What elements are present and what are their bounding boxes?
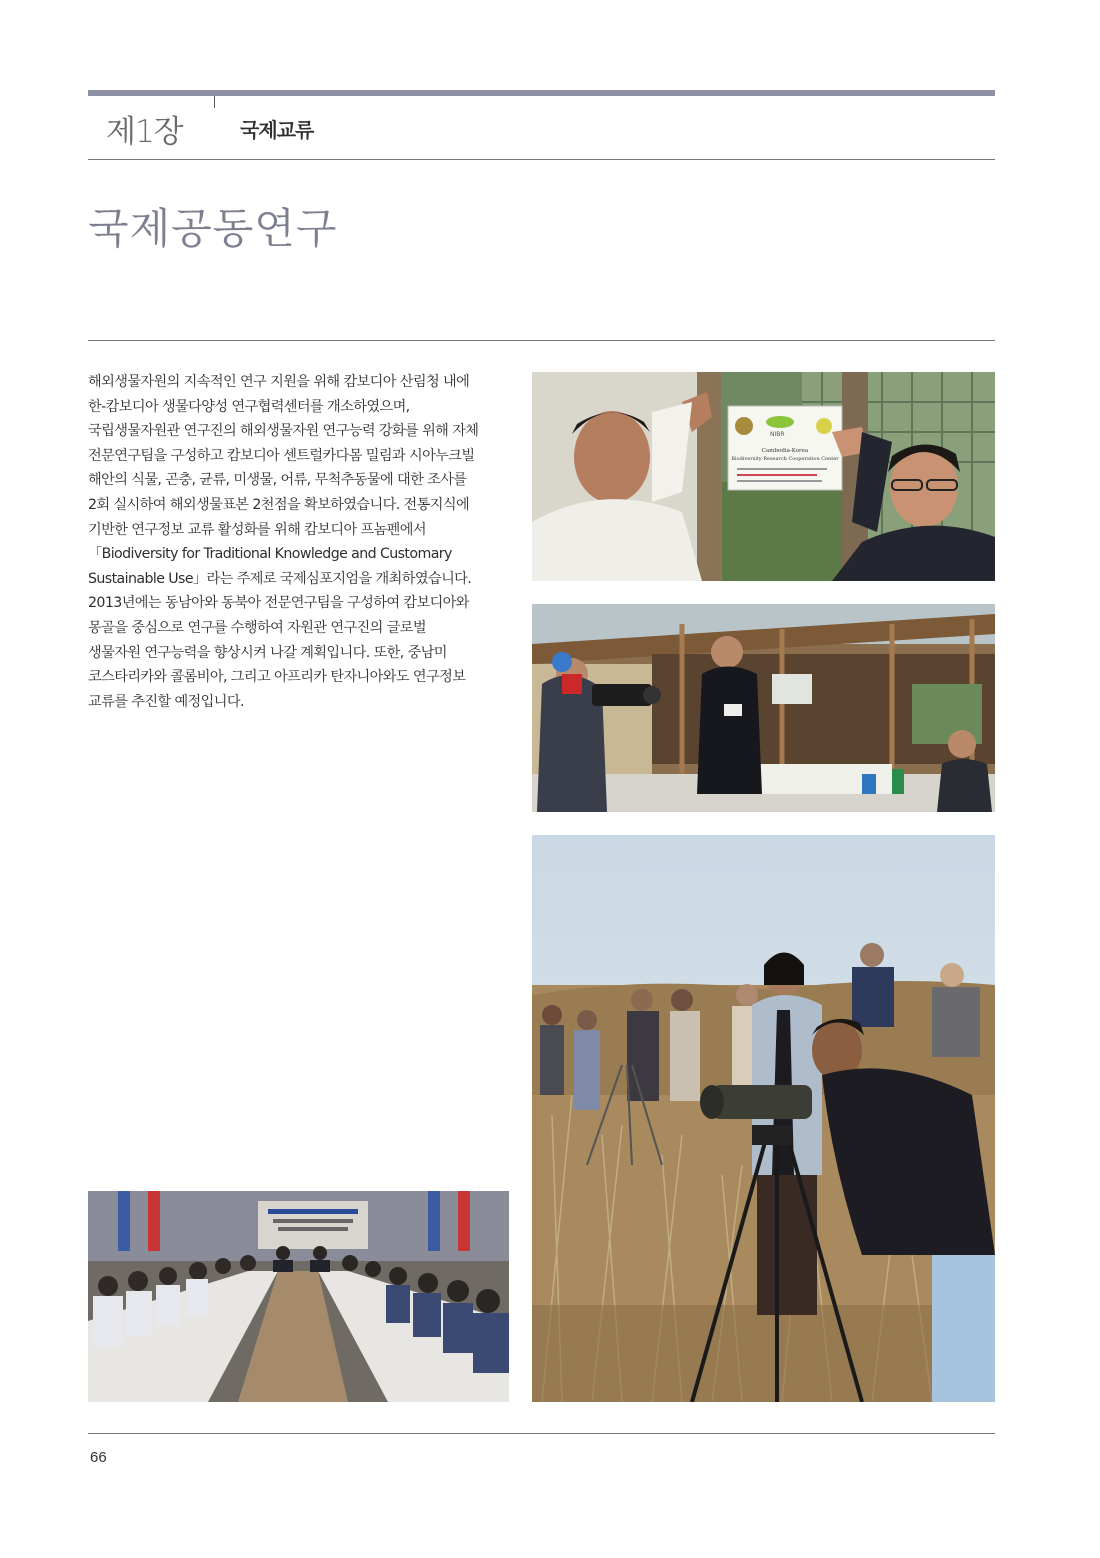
nibr-logo-icon xyxy=(766,416,794,428)
sign-line-2: Biodiversity Research Cooperation Center xyxy=(731,456,839,462)
page-number: 66 xyxy=(90,1449,107,1466)
header-rule xyxy=(88,159,995,160)
page-title: 국제공동연구 xyxy=(88,204,338,253)
footer-rule xyxy=(88,1433,995,1434)
sign-line-1: Cambodia-Korea xyxy=(761,448,809,454)
photo-sign-ceremony xyxy=(532,372,995,581)
header-divider-tick xyxy=(214,96,215,108)
header-bar xyxy=(88,90,995,96)
chapter-title: 국제교류 xyxy=(240,118,314,142)
photo-bird-watching xyxy=(532,835,995,1402)
photo-symposium xyxy=(88,1191,509,1402)
chapter-number: 제1장 xyxy=(106,114,183,150)
sign-logo-text: NIBR xyxy=(770,431,785,438)
photo-field-camp xyxy=(532,604,995,812)
body-paragraph: 해외생물자원의 지속적인 연구 지원을 위해 캄보디아 산림청 내에 한-캄보디아 생물다양성 연구협력센터를 개소하였으며, 국립생물자원관 연구진의 해외생물자원 연구능력 강화를 위해 자체 전문연구팀을 구성하고 캄보디아 센트럴카다몸 밀림과 시아누크빌 해안의 식물, 곤충, 균류, 미생물, 어류, 무척추동물에 대한 조사를 2회 실시하여 해외생물표본 2천점을 확보하였습니다. 전통지식에 기반한 연구정보 교류 활성화를 위해 캄보디아 프놈펜에서 「Biodiversity for Traditional Knowledge and Customary Sustainable Use」라는 주제로 국제심포지엄을 개최하였습니다. 2013년에는 동남아와 동북아 전문연구팀을 구성하여 캄보디아와 몽골을 중심으로 연구를 수행하여 자원관 연구진의 글로벌 생물자원 연구능력을 향상시켜 나갈 계획입니다. 또한, 중남미 코스타리카와 콜롬비아, 그리고 아프리카 탄자니아와도 연구정보 교류를 추진할 예정입니다. xyxy=(88,374,479,710)
title-rule xyxy=(88,340,995,341)
